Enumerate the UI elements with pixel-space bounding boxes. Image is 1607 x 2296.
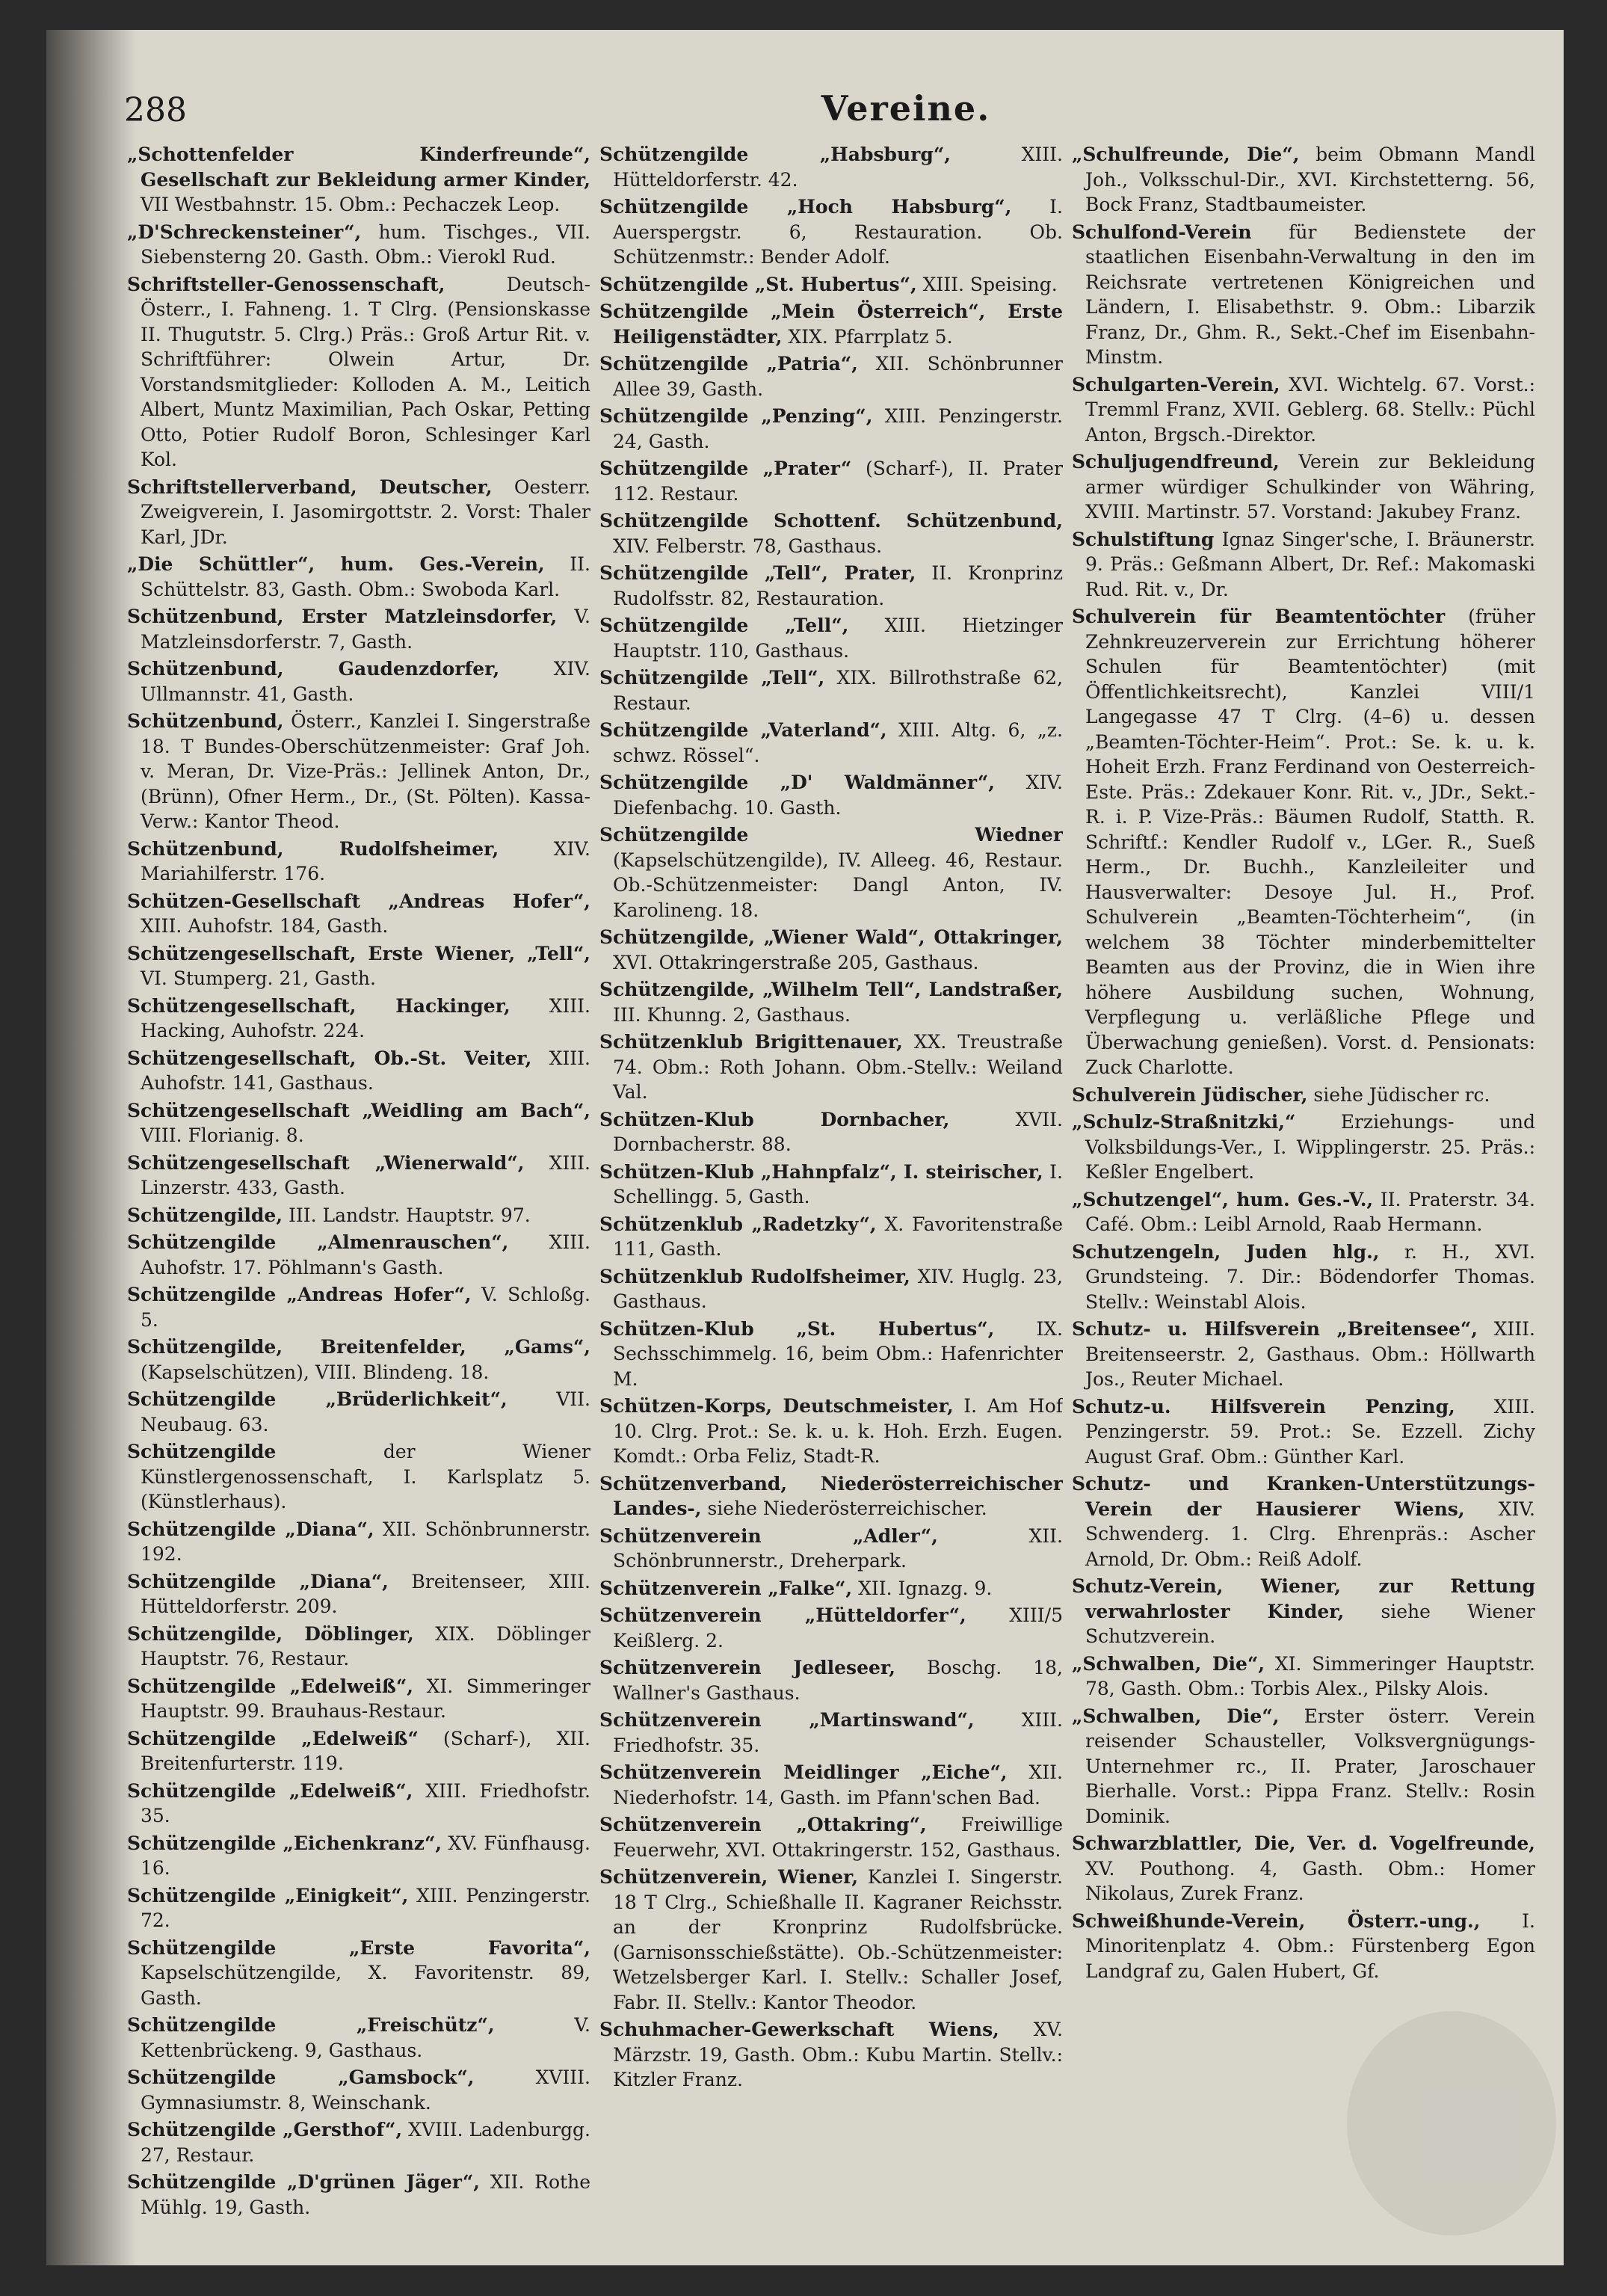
- column-left: [127, 142, 590, 2243]
- directory-entry: [599, 1029, 1063, 1105]
- entry-title: „Die Schüttler“, hum. Ges.-Verein,: [127, 553, 545, 575]
- entry-details: VIII. Florianig. 8.: [141, 1124, 304, 1146]
- entry-details: XV. Fünfhausg. 16.: [141, 1832, 590, 1879]
- directory-entry: [599, 1812, 1063, 1862]
- directory-entry: [599, 613, 1063, 663]
- entry-title: Schützengilde „Edelweiß“,: [127, 1675, 414, 1697]
- entry-title: Schutz- und Kranken-Unterstützungs-Verein der Hausierer Wiens,: [1072, 1473, 1535, 1520]
- entry-title: Schützengilde „Mein Österreich“, Erste Heiligenstädter,: [599, 301, 1063, 348]
- directory-entry: [127, 1622, 590, 1672]
- entry-details: der Wiener Künstlergenossenschaft, I. Karlsplatz 5. (Künstlerhaus).: [141, 1441, 590, 1512]
- book-page: [46, 30, 1564, 2265]
- entry-details: XIV. Ullmannstr. 41, Gasth.: [141, 658, 590, 705]
- directory-entry: [599, 1471, 1063, 1521]
- directory-entry: [1072, 220, 1535, 370]
- entry-title: Schützengilde „Diana“,: [127, 1570, 389, 1592]
- entry-title: Schützengilde, „Wiener Wald“, Ottakringer,: [599, 926, 1063, 948]
- entry-details: Freiwillige Feuerwehr, XVI. Ottakringerstr. 152, Gasthaus.: [613, 1814, 1063, 1861]
- directory-entry: [1072, 449, 1535, 525]
- entry-details: XIX. Billrothstraße 62, Restaur.: [613, 667, 1063, 714]
- entry-title: „D'Schreckensteiner“,: [127, 221, 362, 243]
- directory-entry: [127, 1098, 590, 1148]
- entry-title: „Schottenfelder Kinderfreunde“, Gesellschaft zur Bekleidung armer Kinder,: [127, 144, 590, 191]
- entry-title: Schützenverein „Martinswand“,: [599, 1709, 975, 1731]
- entry-details: Österr., Kanzlei I. Singerstraße 18. T Bundes-Oberschützenmeister: Graf Joh. v. Meran, Dr. Vize-Präs.: Jellinek Anton, Dr., (Brünn), Ofner Herm., Dr., (St. Pölten). Kassa-Verw.: Kantor Theod.: [141, 710, 590, 832]
- entry-details: VI. Stumperg. 21, Gasth.: [141, 967, 376, 989]
- entry-title: Schützenbund, Rudolfsheimer,: [127, 837, 499, 860]
- entry-details: VII. Neubaug. 63.: [141, 1388, 590, 1435]
- entry-details: Deutsch-Österr., I. Fahneng. 1. T Clrg. (Pensionskasse II. Thugutstr. 5. Clrg.) Präs.: Groß Artur Rit. v. Schriftführer: Olwein Artur, Dr. Vorstandsmitglieder: Kolloden A. M., Leitich Albert, Muntz Maximilian, Pach Oskar, Petting Otto, Potier Rudolf Boron, Schlesinger Karl Kol.: [141, 273, 590, 470]
- entry-title: Schutz-u. Hilfsverein Penzing,: [1072, 1395, 1455, 1418]
- entry-title: Schützenbund, Erster Matzleinsdorfer,: [127, 606, 558, 627]
- directory-entry: [127, 2065, 590, 2115]
- directory-entry: [127, 552, 590, 602]
- entry-title: Schuhmacher-Gewerkschaft Wiens,: [599, 2019, 999, 2040]
- entry-title: Schriftsteller-Genossenschaft,: [127, 273, 445, 295]
- entry-details: I. Schellingg. 5, Gasth.: [613, 1160, 1063, 1207]
- directory-entry: [599, 1394, 1063, 1469]
- entry-title: „Schutzengel“, hum. Ges.-V.,: [1072, 1188, 1374, 1210]
- entry-details: XIII/5 Keißlerg. 2.: [613, 1604, 1063, 1652]
- directory-entry: [599, 1865, 1063, 2015]
- entry-details: XVII. Dornbacherstr. 88.: [613, 1108, 1063, 1155]
- entry-details: XIII. Altg. 6, „z. schwz. Rössel“.: [613, 719, 1063, 766]
- paper-stain: [1347, 2011, 1556, 2235]
- entry-title: Schützen-Klub „Hahnpfalz“, I. steirischer,: [599, 1160, 1043, 1183]
- entry-title: Schützengilde Schottenf. Schützenbund,: [599, 510, 1063, 532]
- directory-entry: [599, 925, 1063, 975]
- entry-details: XVI. Ottakringerstraße 205, Gasthaus.: [613, 951, 979, 973]
- entry-title: Schulverein für Beamtentöchter: [1072, 606, 1446, 627]
- directory-entry: [1072, 1394, 1535, 1470]
- entry-title: Schützengilde Wiedner: [599, 824, 1063, 846]
- entry-title: Schweißhunde-Verein, Österr.-ung.,: [1072, 1909, 1481, 1932]
- entry-title: Schützengilde „Habsburg“,: [599, 144, 951, 165]
- directory-entry: [127, 656, 590, 707]
- entry-details: I. Am Hof 10. Clrg. Prot.: Se. k. u. k. Hoh. Erzh. Eugen. Komdt.: Orba Feliz, Stadt-R.: [613, 1395, 1063, 1467]
- entry-details: siehe Jüdischer rc.: [1307, 1083, 1490, 1106]
- entry-title: Schützengesellschaft „Weidling am Bach“,: [127, 1099, 590, 1121]
- entry-details: Breitenseer, XIII. Hütteldorferstr. 209.: [141, 1570, 590, 1617]
- entry-details: V. Kettenbrückeng. 9, Gasthaus.: [141, 2014, 590, 2061]
- directory-entry: [127, 941, 590, 991]
- entry-details: XIII. Breitenseerstr. 2, Gasthaus. Obm.: Höllwarth Jos., Reuter Michael.: [1085, 1318, 1535, 1390]
- entry-title: Schützengilde „Penzing“,: [599, 405, 873, 427]
- entry-details: XII. Rothe Mühlg. 19, Gasth.: [141, 2171, 590, 2218]
- entry-details: I. Auerspergstr. 6, Restauration. Ob. Schützenmstr.: Bender Adolf.: [613, 196, 1063, 268]
- entry-details: VII Westbahnstr. 15. Obm.: Pechaczek Leop.: [141, 194, 561, 215]
- entry-details: Erster österr. Verein reisender Schausteller, Volksvergnügungs-Unternehmer rc., II. Prater, Jaroschauer Bierhalle. Vorst.: Pippa Franz. Stellv.: Rosin Dominik.: [1085, 1705, 1535, 1827]
- entry-details: Ignaz Singer'sche, I. Bräunerstr. 9. Präs.: Geßmann Albert, Dr. Ref.: Makomaski Rud. Rit. v., Dr.: [1085, 528, 1535, 600]
- entry-title: Schützenklub Rudolfsheimer,: [599, 1265, 910, 1287]
- entry-title: „Schulz-Straßnitzki,“: [1072, 1111, 1296, 1133]
- entry-title: Schützengilde „Vaterland“,: [599, 719, 887, 741]
- directory-entry: [1072, 1909, 1535, 1984]
- entry-details: XV. Märzstr. 19, Gasth. Obm.: Kubu Martin. Stellv.: Kitzler Franz.: [613, 2019, 1063, 2090]
- directory-entry: [599, 665, 1063, 715]
- entry-title: Schützengilde „Diana“,: [127, 1518, 374, 1540]
- directory-entry: [1072, 372, 1535, 448]
- entry-details: XIV. Diefenbachg. 10. Gasth.: [613, 772, 1063, 819]
- entry-title: Schutzengeln, Juden hlg.,: [1072, 1240, 1380, 1263]
- entry-title: Schützen-Korps, Deutschmeister,: [599, 1395, 954, 1417]
- entry-title: Schützengilde „St. Hubertus“,: [599, 273, 917, 295]
- directory-entry: [127, 1230, 590, 1280]
- directory-entry: [599, 1760, 1063, 1810]
- directory-entry: [599, 1264, 1063, 1314]
- directory-entry: [1072, 527, 1535, 603]
- directory-entry: [599, 561, 1063, 611]
- directory-entry: [1072, 1187, 1535, 1237]
- entry-title: Schützenklub Brigittenauer,: [599, 1031, 903, 1053]
- directory-entry: [599, 1212, 1063, 1262]
- page-number: 288: [124, 91, 187, 129]
- entry-details: XIX. Pfarrplatz 5.: [782, 325, 953, 348]
- entry-details: (Scharf-), II. Prater 112. Restaur.: [613, 458, 1063, 505]
- directory-entry: [599, 977, 1063, 1027]
- directory-entry: [127, 994, 590, 1044]
- entry-details: siehe Wiener Schutzverein.: [1085, 1600, 1535, 1647]
- entry-title: Schützengilde „D'grünen Jäger“,: [127, 2171, 480, 2193]
- directory-entry: [599, 2017, 1063, 2093]
- directory-entry: [1072, 142, 1535, 218]
- entry-details: XX. Treustraße 74. Obm.: Roth Johann. Obm.-Stellv.: Weiland Val.: [613, 1031, 1063, 1103]
- entry-details: Kanzlei I. Singerstr. 18 T Clrg., Schießhalle II. Kagraner Reichsstr. an der Kronprinz Rudolfsbrücke. (Garnisonsschießstätte). Ob.-Schützenmeister: Wetzelsberger Karl. I. Stellv.: Schaller Josef, Fabr. II. Stellv.: Kantor Theodor.: [613, 1866, 1063, 2013]
- directory-entry: [127, 1936, 590, 2011]
- entry-title: Schützengilde „Edelweiß“,: [127, 1779, 413, 1802]
- entry-details: XIII. Penzingerstr. 24, Gasth.: [613, 405, 1063, 452]
- entry-details: XIV. Mariahilferstr. 176.: [141, 837, 590, 884]
- entry-title: Schützen-Klub „St. Hubertus“,: [599, 1317, 995, 1340]
- entry-details: XIV. Huglg. 23, Gasthaus.: [613, 1265, 1063, 1312]
- entry-details: XIII. Friedhofstr. 35.: [141, 1779, 590, 1826]
- entry-title: Schützenverein „Falke“,: [599, 1577, 853, 1599]
- entry-title: Schützengilde „Tell“, Prater,: [599, 562, 916, 584]
- entry-details: hum. Tischges., VII. Siebensterng 20. Gasth. Obm.: Vierokl Rud.: [141, 221, 590, 268]
- entry-title: Schützengilde,: [127, 1204, 283, 1226]
- entry-title: Schützenverein, Wiener,: [599, 1866, 859, 1888]
- entry-title: Schützenbund,: [127, 710, 284, 732]
- entry-title: Schützengilde „Einigkeit“,: [127, 1884, 409, 1906]
- entry-title: Schützenverein Jedleseer,: [599, 1657, 895, 1678]
- entry-title: Schützenverein „Hütteldorfer“,: [599, 1604, 966, 1626]
- directory-entry: [599, 1708, 1063, 1758]
- directory-entry: [599, 770, 1063, 820]
- directory-entry: [599, 1160, 1063, 1210]
- directory-entry: [127, 1569, 590, 1619]
- directory-entry: [127, 475, 590, 550]
- column-middle: [599, 142, 1063, 2243]
- entry-details: siehe Niederösterreichischer.: [701, 1498, 987, 1519]
- entry-title: Schuljugendfreund,: [1072, 451, 1280, 473]
- directory-entry: [127, 1883, 590, 1933]
- directory-entry: [1072, 1083, 1535, 1108]
- entry-details: II. Schüttelstr. 83, Gasth. Obm.: Swoboda Karl.: [141, 553, 590, 600]
- entry-title: Schützengilde „Almenrauschen“,: [127, 1231, 509, 1253]
- entry-details: (Scharf-), XII. Breitenfurterstr. 119.: [141, 1727, 590, 1774]
- entry-title: Schützenklub „Radetzky“,: [599, 1213, 877, 1235]
- entry-title: Schützengilde „Eichenkranz“,: [127, 1832, 442, 1854]
- directory-entry: [127, 1151, 590, 1201]
- entry-details: XIV. Felberstr. 78, Gasthaus.: [613, 535, 883, 557]
- entry-title: Schützengilde „Edelweiß“: [127, 1727, 419, 1749]
- entry-title: Schützen-Klub Dornbacher,: [599, 1108, 950, 1130]
- entry-details: XIX. Döblinger Hauptstr. 76, Restaur.: [141, 1622, 590, 1669]
- entry-title: Schutz- u. Hilfsverein „Breitensee“,: [1072, 1318, 1478, 1340]
- entry-title: Schulstiftung: [1072, 528, 1215, 550]
- entry-details: r. H., XVI. Grundsteing. 7. Dir.: Bödendorfer Thomas. Stellv.: Weinstabl Alois.: [1085, 1240, 1535, 1313]
- entry-title: Schützengesellschaft, Erste Wiener, „Tell“,: [127, 942, 590, 964]
- directory-entry: [599, 1107, 1063, 1157]
- entry-title: Schützengesellschaft „Wienerwald“,: [127, 1151, 525, 1174]
- entry-details: XI. Simmeringer Hauptstr. 78, Gasth. Obm.: Torbis Alex., Pilsky Alois.: [1085, 1652, 1535, 1699]
- directory-entry: [127, 220, 590, 270]
- entry-details: XIII. Auhofstr. 184, Gasth.: [141, 915, 389, 937]
- entry-details: XIII. Linzerstr. 433, Gasth.: [141, 1151, 590, 1198]
- directory-entry: [127, 2117, 590, 2167]
- entry-details: XIII. Hütteldorferstr. 42.: [613, 144, 1063, 191]
- entry-title: „Schwalben, Die“,: [1072, 1705, 1280, 1727]
- entry-details: XIII. Hietzinger Hauptstr. 110, Gasthaus.: [613, 615, 1063, 662]
- entry-details: XIII. Penzingerstr. 59. Prot.: Se. Ezzell. Zichy August Graf. Obm.: Günther Karl.: [1085, 1395, 1535, 1468]
- directory-entry: [127, 1726, 590, 1776]
- directory-entry: [1072, 1240, 1535, 1315]
- entry-details: XIII. Hacking, Auhofstr. 224.: [141, 994, 590, 1041]
- entry-details: für Bedienstete der staatlichen Eisenbahn-Verwaltung in den im Reichsrate vertretenen Königreichen und Ländern, I. Elisabethstr. 9. Obm.: Libarzik Franz, Dr., Ghm. R., Sekt.-Chef im Eisenbahn-Minstm.: [1085, 221, 1535, 368]
- entry-title: Schützengilde „D' Waldmänner“,: [599, 772, 996, 793]
- entry-title: Schulgarten-Verein,: [1072, 373, 1280, 396]
- entry-title: Schwarzblattler, Die, Ver. d. Vogelfreunde,: [1072, 1832, 1535, 1854]
- directory-entry: [599, 351, 1063, 401]
- directory-entry: [127, 2170, 590, 2220]
- entry-details: Verein zur Bekleidung armer würdiger Schulkinder von Währing, XVIII. Martinstr. 57. Vorstand: Jakubey Franz.: [1085, 451, 1535, 523]
- entry-details: IX. Sechsschimmelg. 16, beim Obm.: Hafenrichter M.: [613, 1317, 1063, 1390]
- entry-title: Schützengilde „Andreas Hofer“,: [127, 1284, 472, 1305]
- entry-title: Schützengilde „Prater“: [599, 458, 852, 479]
- entry-details: Kapselschützengilde, X. Favoritenstr. 89, Gasth.: [141, 1962, 590, 2009]
- directory-entry: [599, 142, 1063, 192]
- directory-entry: [127, 1831, 590, 1881]
- entry-details: XVIII. Gymnasiumstr. 8, Weinschank.: [141, 2066, 590, 2114]
- directory-entry: [127, 142, 590, 218]
- entry-details: XI. Simmeringer Hauptstr. 99. Brauhaus-Restaur.: [141, 1675, 590, 1722]
- directory-entry: [599, 1603, 1063, 1653]
- entry-title: Schützengilde „Tell“,: [599, 667, 825, 689]
- entry-title: Schützengilde „Hoch Habsburg“,: [599, 196, 1012, 218]
- entry-details: XIII. Penzingerstr. 72.: [141, 1884, 590, 1931]
- entry-title: Schützengilde: [127, 1441, 277, 1462]
- directory-entry: [127, 604, 590, 654]
- entry-title: Schützengilde, Döblinger,: [127, 1622, 414, 1645]
- entry-details: (Kapselschützen), VIII. Blindeng. 18.: [141, 1361, 490, 1383]
- entry-details: XII. Niederhofstr. 14, Gasth. im Pfann'schen Bad.: [613, 1761, 1063, 1809]
- entry-details: XII. Schönbrunner Allee 39, Gasth.: [613, 353, 1063, 400]
- entry-title: Schützenverein „Ottakring“,: [599, 1814, 927, 1835]
- entry-details: (Kapselschützengilde), IV. Alleeg. 46, Restaur. Ob.-Schützenmeister: Dangl Anton, IV. Karolineng. 18.: [613, 849, 1063, 921]
- entry-title: Schulfond-Verein: [1072, 221, 1252, 243]
- directory-entry: [1072, 1652, 1535, 1702]
- entry-details: III. Khunng. 2, Gasthaus.: [613, 1003, 851, 1026]
- entry-details: XIV. Schwenderg. 1. Clrg. Ehrenpräs.: Ascher Arnold, Dr. Obm.: Reiß Adolf.: [1085, 1498, 1535, 1570]
- entry-details: II. Kronprinz Rudolfsstr. 82, Restauration.: [613, 562, 1063, 609]
- entry-details: XIII. Auhofstr. 17. Pöhlmann's Gasth.: [141, 1231, 590, 1278]
- entry-title: Schützenverein Meidlinger „Eiche“,: [599, 1761, 1008, 1783]
- directory-entry: [1072, 1109, 1535, 1185]
- directory-entry: [127, 1517, 590, 1567]
- directory-entry: [1072, 1831, 1535, 1906]
- entry-title: Schützenbund, Gaudenzdorfer,: [127, 658, 500, 680]
- entry-title: Schützengilde „Gamsbock“,: [127, 2066, 475, 2088]
- entry-details: XVI. Wichtelg. 67. Vorst.: Tremml Franz, XVII. Geblerg. 68. Stellv.: Püchl Anton, Brgsch.-Direktor.: [1085, 373, 1535, 446]
- directory-entry: [1072, 604, 1535, 1080]
- directory-entry: [599, 404, 1063, 454]
- entry-details: III. Landstr. Hauptstr. 97.: [283, 1204, 531, 1226]
- entry-title: „Schwalben, Die“,: [1072, 1652, 1265, 1675]
- entry-details: V. Schloßg. 5.: [141, 1284, 590, 1331]
- directory-entry: [1072, 1704, 1535, 1829]
- directory-entry: [127, 709, 590, 834]
- column-right: [1072, 142, 1535, 2243]
- entry-details: XIII. Speising.: [916, 273, 1058, 295]
- directory-entry: [599, 456, 1063, 506]
- directory-entry: [1072, 1317, 1535, 1392]
- entry-title: Schulverein Jüdischer,: [1072, 1083, 1308, 1106]
- directory-entry: [127, 1439, 590, 1515]
- entry-title: Schützengilde, Breitenfelder, „Gams“,: [127, 1336, 590, 1358]
- entry-details: Boschg. 18, Wallner's Gasthaus.: [613, 1657, 1063, 1704]
- directory-entry: [127, 1674, 590, 1724]
- directory-entry: [127, 837, 590, 887]
- directory-entry: [127, 1203, 590, 1228]
- entry-title: Schützengilde „Gersthof“,: [127, 2119, 403, 2140]
- directory-entry: [127, 1335, 590, 1385]
- directory-entry: [127, 1387, 590, 1437]
- entry-title: Schriftstellerverband, Deutscher,: [127, 475, 493, 498]
- entry-details: X. Favoritenstraße 111, Gasth.: [613, 1213, 1063, 1260]
- directory-entry: [599, 1524, 1063, 1574]
- entry-title: Schutz-Verein, Wiener, zur Rettung verwahrloster Kinder,: [1072, 1575, 1535, 1622]
- directory-entry: [599, 272, 1063, 298]
- entry-title: Schützenverband, Niederösterreichischer Landes-,: [599, 1472, 1063, 1519]
- entry-details: II. Praterstr. 34. Café. Obm.: Leibl Arnold, Raab Hermann.: [1085, 1188, 1535, 1235]
- directory-entry: [599, 822, 1063, 923]
- entry-details: Erziehungs- und Volksbildungs-Ver., I. Wipplingerstr. 25. Präs.: Keßler Engelbert.: [1085, 1111, 1535, 1183]
- entry-title: „Schulfreunde, Die“,: [1072, 144, 1300, 165]
- directory-entry: [599, 1317, 1063, 1392]
- entry-details: V. Matzleinsdorferstr. 7, Gasth.: [141, 606, 590, 653]
- directory-entry: [599, 718, 1063, 768]
- entry-title: Schützengilde „Erste Favorita“,: [127, 1936, 590, 1959]
- entry-details: XIII. Friedhofstr. 35.: [613, 1709, 1063, 1756]
- entry-title: Schützengilde „Brüderlichkeit“,: [127, 1388, 508, 1410]
- entry-details: XII. Schönbrunnerstr., Dreherpark.: [613, 1524, 1063, 1572]
- entry-title: Schützengilde, „Wilhelm Tell“, Landstraßer,: [599, 979, 1063, 1000]
- directory-entry: [1072, 1471, 1535, 1572]
- entry-title: Schützengesellschaft, Hackinger,: [127, 994, 511, 1017]
- directory-entry: [127, 1282, 590, 1332]
- entry-title: Schützen-Gesellschaft „Andreas Hofer“,: [127, 890, 590, 912]
- entry-title: Schützengilde „Tell“,: [599, 615, 849, 636]
- entry-title: Schützengilde „Patria“,: [599, 353, 858, 375]
- directory-entry: [599, 508, 1063, 558]
- entry-details: (früher Zehnkreuzerverein zur Errichtung höherer Schulen für Beamtentöchter) (mit Öffentlichkeitsrecht), Kanzlei VIII/1 Langegasse 47 T Clrg. (4–6) u. dessen „Beamten-Töchter-Heim“. Prot.: Se. k. u. k. Hoheit Erzh. Franz Ferdinand von Oesterreich-Este. Präs.: Zdekauer Konr. Rit. v., JDr., Sekt.-R. i. P. Vize-Präs.: Bäumen Rudolf, Statth. R. Schriftf.: Kendler Rudolf v., LGer. R., Sueß Herm., Dr. Buchh., Kanzleileiter und Hausverwalter: Desoye Jul. H., Prof. Schulverein „Beamten-Töchterheim“, (in welchem 38 Töchter minderbemittelter Beamten aus der Provinz, die in Wien ihre höhere Ausbildung suchen, Wohnung, Verpflegung u. verläßliche Pflege und Überwachung genießen). Vorst. d. Pensionats: Zuck Charlotte.: [1085, 606, 1535, 1078]
- entry-title: Schützengesellschaft, Ob.-St. Veiter,: [127, 1047, 532, 1069]
- entry-details: XVIII. Ladenburgg. 27, Restaur.: [141, 2119, 590, 2166]
- page-heading: Vereine.: [821, 88, 991, 129]
- directory-entry: [599, 299, 1063, 349]
- entry-details: XII. Ignazg. 9.: [852, 1577, 993, 1599]
- entry-details: I. Minoritenplatz 4. Obm.: Fürstenberg Egon Landgraf zu, Galen Hubert, Gf.: [1085, 1909, 1535, 1982]
- entry-details: XII. Schönbrunnerstr. 192.: [141, 1518, 590, 1565]
- directory-entry: [127, 1046, 590, 1096]
- entry-details: beim Obmann Mandl Joh., Volksschul-Dir., XVI. Kirchstetterng. 56, Bock Franz, Stadtbaumeister.: [1085, 144, 1535, 215]
- entry-details: XIII. Auhofstr. 141, Gasthaus.: [141, 1047, 590, 1094]
- directory-entry: [599, 1655, 1063, 1705]
- book-gutter: [46, 30, 136, 2265]
- directory-entry: [127, 889, 590, 939]
- entry-title: Schützengilde „Freischütz“,: [127, 2014, 495, 2036]
- directory-entry: [599, 194, 1063, 270]
- entry-details: XV. Pouthong. 4, Gasth. Obm.: Homer Nikolaus, Zurek Franz.: [1085, 1857, 1535, 1904]
- directory-entry: [127, 272, 590, 473]
- entry-title: Schützenverein „Adler“,: [599, 1524, 938, 1547]
- directory-entry: [599, 1576, 1063, 1601]
- directory-entry: [127, 1779, 590, 1829]
- entry-details: Oesterr. Zweigverein, I. Jasomirgottstr. 2. Vorst: Thaler Karl, JDr.: [141, 475, 590, 548]
- directory-entry: [127, 2013, 590, 2063]
- directory-entry: [1072, 1574, 1535, 1649]
